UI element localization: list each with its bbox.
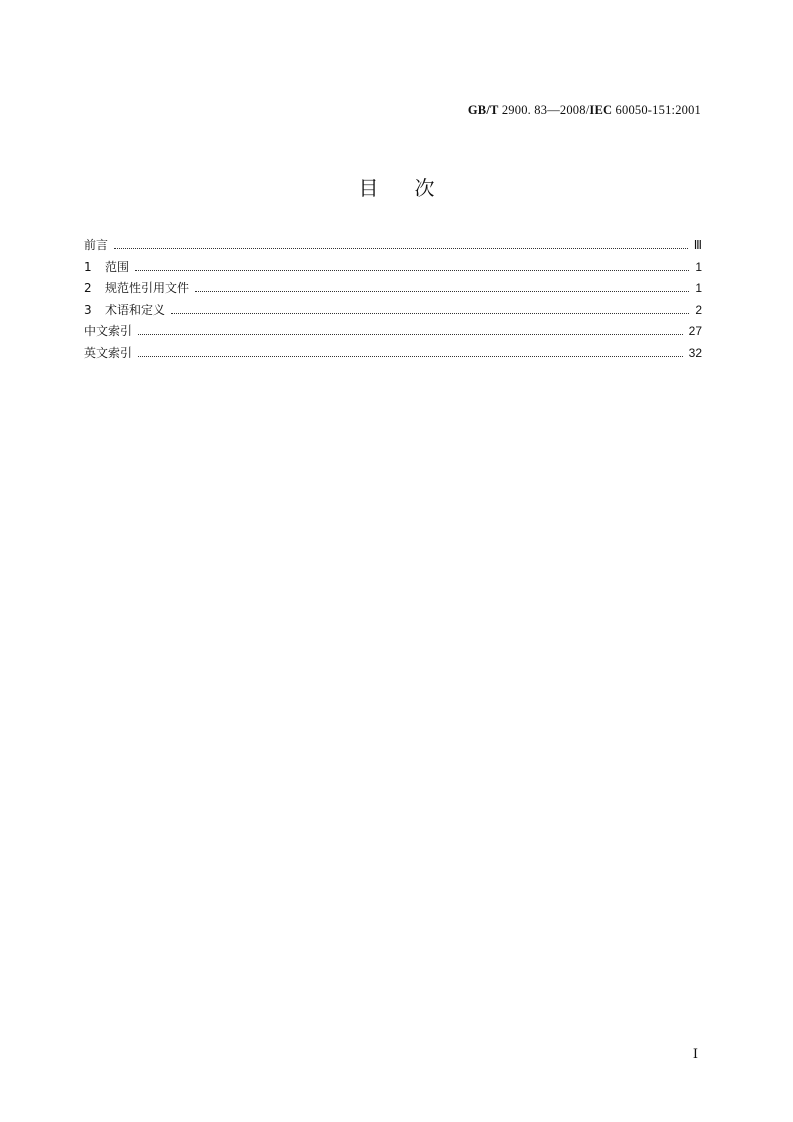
toc-title-char-2: 次 xyxy=(414,176,435,200)
toc-dot-leader xyxy=(138,355,683,357)
toc-entry-label: 范围 xyxy=(105,259,130,274)
toc-entry-number: 3 xyxy=(84,302,92,317)
toc-entry-label: 术语和定义 xyxy=(105,302,166,317)
standard-code xyxy=(468,103,701,118)
standard-prefix: GB/T xyxy=(467,103,499,117)
toc-entry-label: 前言 xyxy=(84,238,109,252)
toc-entry-number: 2 xyxy=(84,281,92,295)
toc-title xyxy=(0,172,793,201)
page-number: Ⅰ xyxy=(692,1046,698,1061)
toc-entry-label: 中文索引 xyxy=(84,324,133,338)
toc-title-char-1: 目 xyxy=(358,176,379,200)
toc-entry-page: 27 xyxy=(688,324,702,338)
toc-entry-page: 1 xyxy=(695,281,702,295)
toc-entry-page: 32 xyxy=(688,345,702,360)
toc-entry-page: Ⅲ xyxy=(693,238,702,252)
toc-dot-leader xyxy=(171,312,689,314)
toc-entry-scope[interactable] xyxy=(84,258,702,280)
toc-entry-foreword[interactable] xyxy=(84,236,702,258)
toc-entry-terms-definitions[interactable] xyxy=(84,301,702,323)
toc-entry-normative-references[interactable] xyxy=(84,279,702,301)
toc-dot-leader xyxy=(195,290,689,292)
toc-dot-leader xyxy=(135,269,689,271)
standard-number: 2900. 83—2008/ xyxy=(498,103,590,117)
iec-prefix: IEC xyxy=(589,103,613,117)
toc-dot-leader xyxy=(114,247,688,249)
toc-entry-chinese-index[interactable] xyxy=(84,322,702,344)
toc-entry-page: 1 xyxy=(695,259,702,274)
toc-entry-page: 2 xyxy=(695,302,702,317)
toc-entry-english-index[interactable] xyxy=(84,344,702,366)
table-of-contents xyxy=(84,236,702,365)
iec-number: 60050-151:2001 xyxy=(612,103,701,117)
toc-entry-label: 规范性引用文件 xyxy=(105,281,190,295)
toc-entry-number: 1 xyxy=(84,259,92,274)
toc-entry-label: 英文索引 xyxy=(84,345,133,360)
toc-dot-leader xyxy=(138,333,683,335)
